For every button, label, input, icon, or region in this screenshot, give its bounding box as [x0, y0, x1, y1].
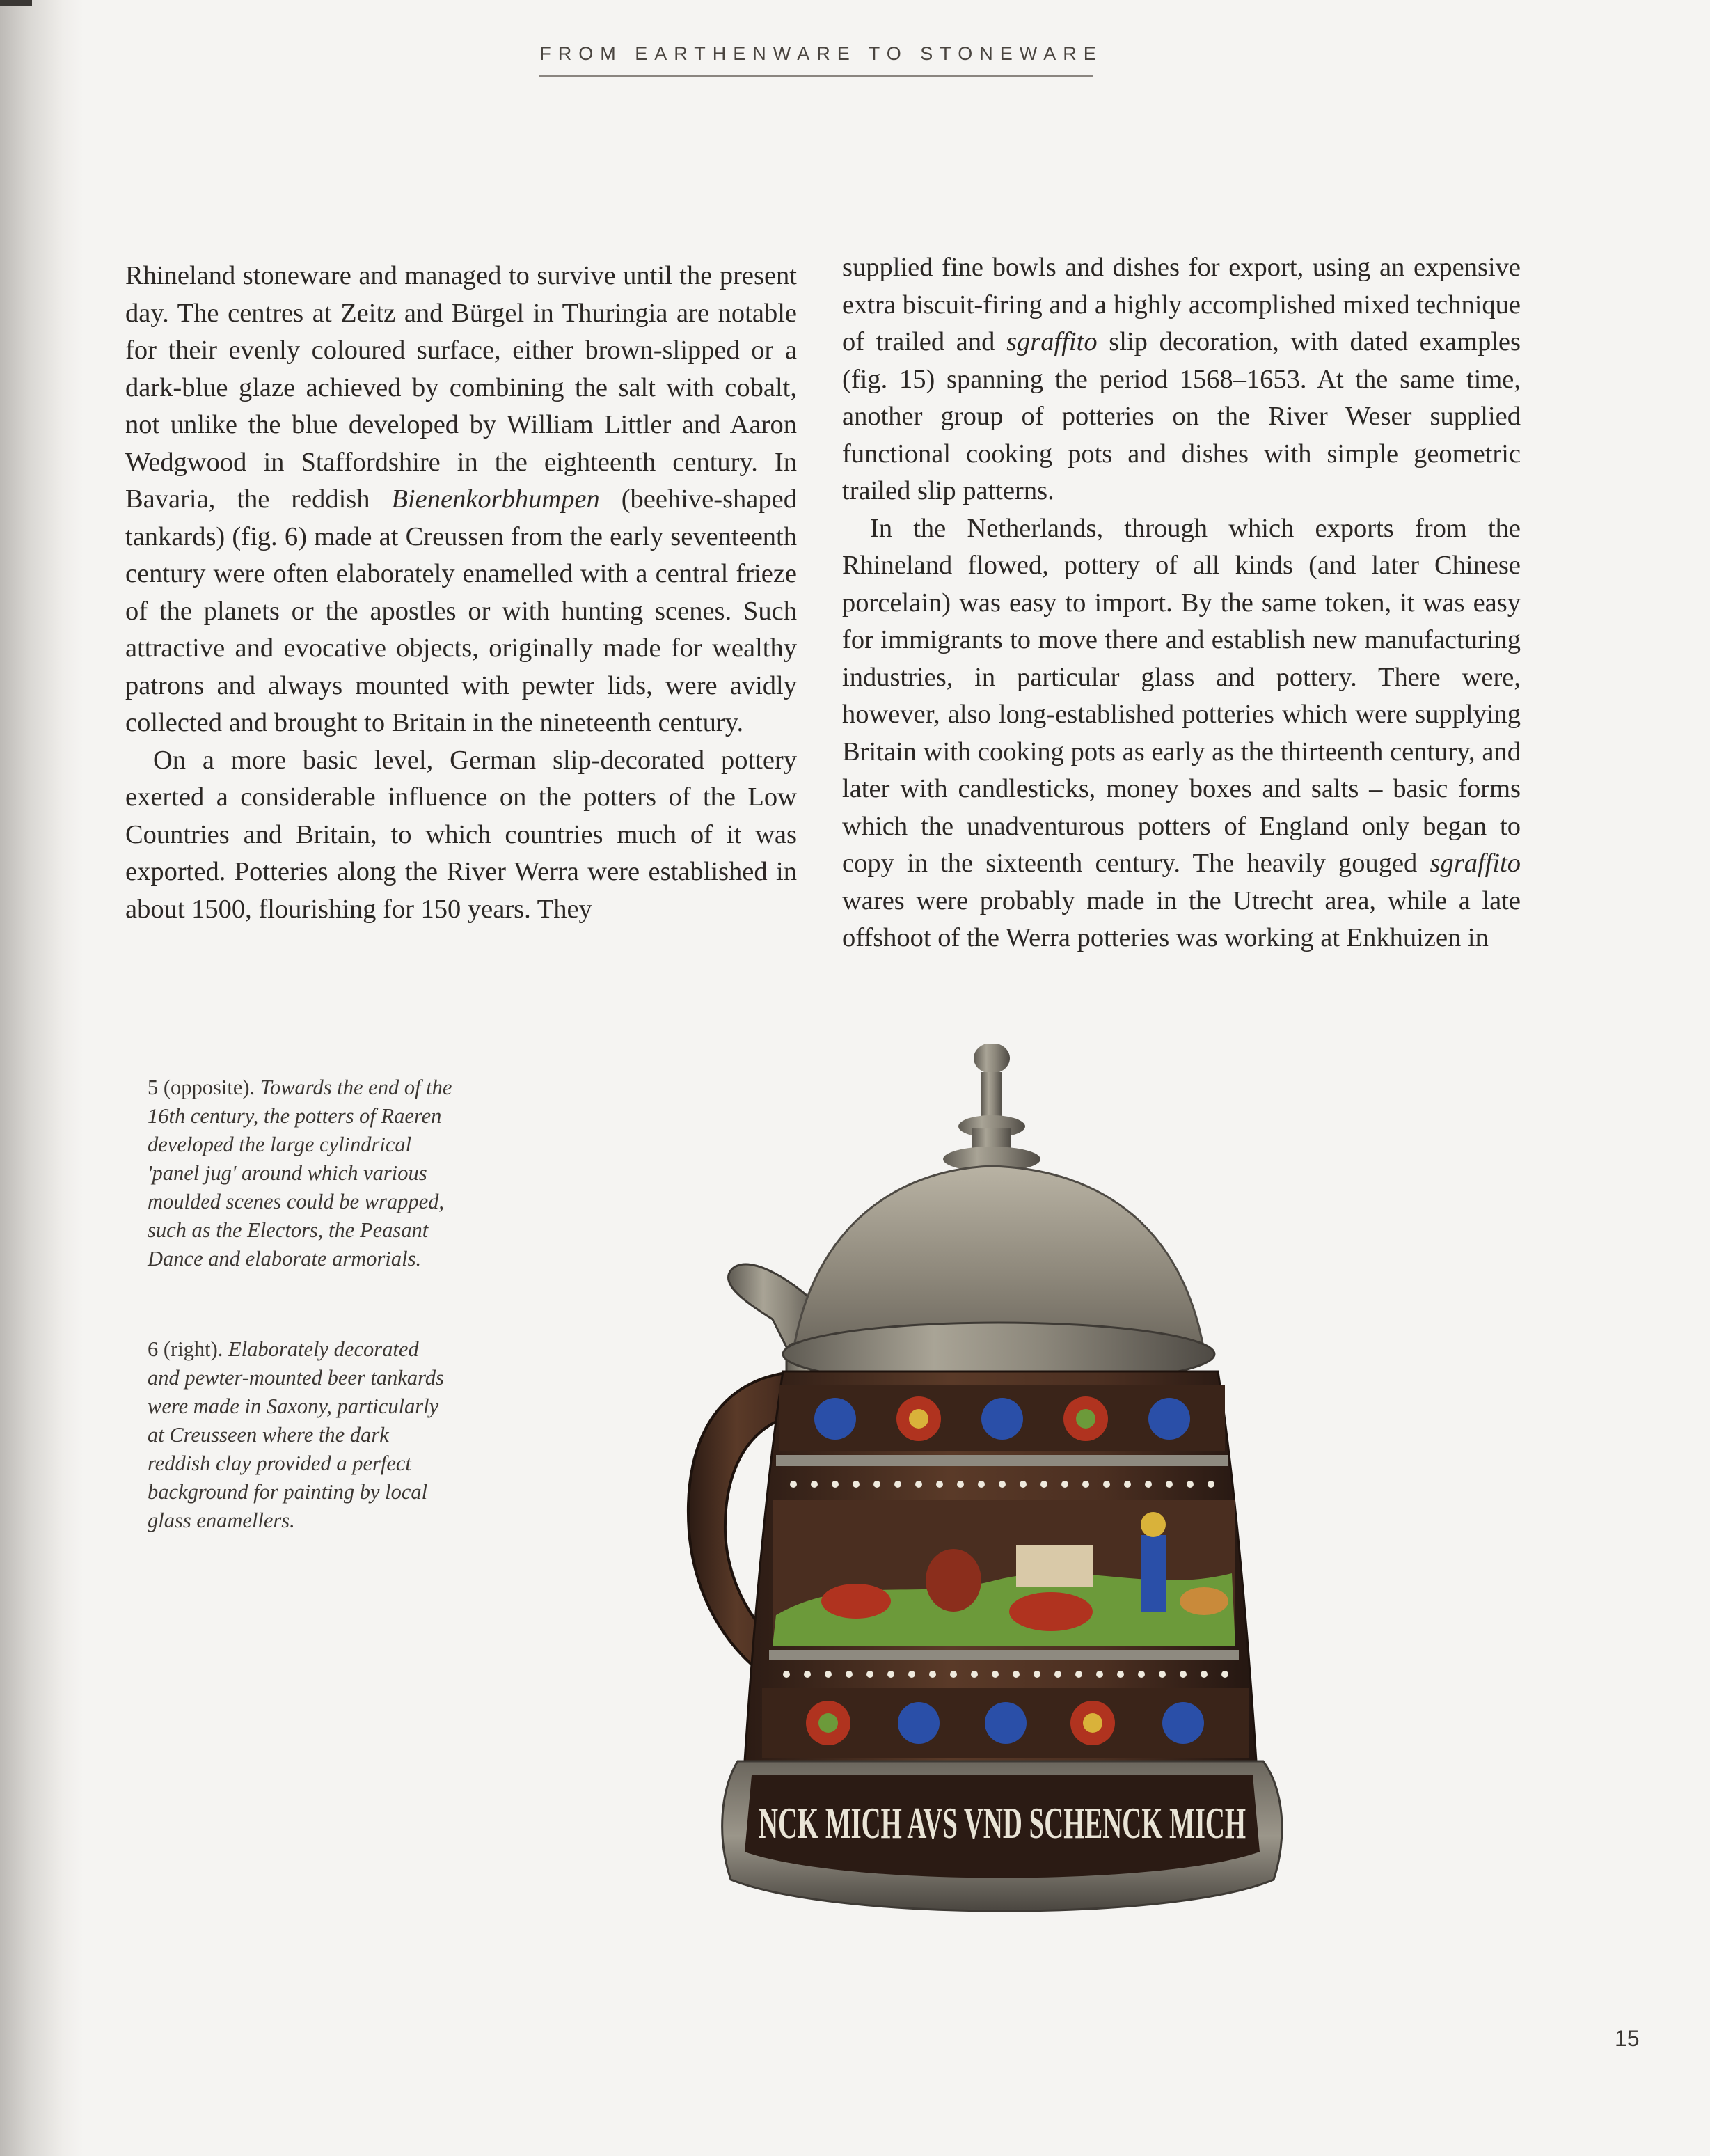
right-paragraph-2: In the Netherlands, through which exports from the Rhineland flowed, pottery of all kinds (and later Chinese porcelain) was easy to import. By the same token, it was easy for immigrants to move there and establish new manufacturing industries, in particular glass and pottery. There were, however, also long-established potteries which were supplying Britain with cooking pots as early as the thirteenth century, and later with candlesticks, money boxes and salts – basic forms which the unadventurous potters of England only began to copy in the sixteenth century. The heavily gouged sgraffito wares were probably made in the Utrecht area, while a late offshoot of the Werra potteries was working at Enkhuizen in: [842, 513, 1521, 952]
tankard-inscription: NCK MICH AVS VND SCHENCK MICH: [759, 1798, 1246, 1848]
lid-finial-knob: [974, 1044, 1010, 1073]
scan-corner-mark: [0, 0, 32, 6]
book-spine-shadow: [0, 0, 84, 2156]
left-paragraph-1: Rhineland stoneware and managed to survive until the present day. The centres at Zeitz and Bürgel in Thuringia are notable for their evenly coloured surface, either brown-slipped or a dark-blue glaze achieved by combining the salt with cobalt, not unlike the blue developed by William Littler and Aaron Wedgwood in Staffordshire in the eighteenth century. In Bavaria, the reddish Bienenkorbhumpen (beehive-shaped tankards) (fig. 6) made at Creussen from the early seventeenth century were often elaborately enamelled with a central frieze of the planets or the apostles or with hunting scenes. Such attractive and evocative objects, originally made for wealthy patrons and always mounted with pewter lids, were avidly collected and brought to Britain in the nineteenth century.: [125, 261, 797, 737]
page-number: 15: [1615, 2026, 1640, 2051]
running-head: FROM EARTHENWARE TO STONEWARE: [539, 43, 1103, 64]
tankard-photograph: [605, 1044, 1531, 1977]
right-paragraph-1: supplied fine bowls and dishes for export, using an expensive extra biscuit-firing and a highly accomplished mixed technique of trailed and sgraffito slip decoration, with dated examples (fig. 15) spanning the period 1568–1653. At the same time, another group of potteries on the River Weser supplied functional cooking pots and dishes with simple geometric trailed slip patterns.: [842, 253, 1521, 505]
left-text-column: [125, 258, 797, 928]
upper-dot-row: [790, 1481, 1214, 1488]
running-head-rule: [539, 75, 1093, 77]
left-paragraph-2: On a more basic level, German slip-decorated pottery exerted a considerable influence on the potters of the Low Countries and Britain, to which countries much of it was exported. Potteries along the River Werra were established in about 1500, flourishing for 150 years. They: [125, 745, 797, 924]
figure-6-caption: 6 (right). Elaborately decorated and pewter-mounted beer tankards were made in Saxony, particularly at Creusseen where the dark reddish clay provided a perfect background for painting by local glass enamellers.: [148, 1337, 445, 1532]
figure-5-caption: 5 (opposite). Towards the end of the 16th century, the potters of Raeren developed the large cylindrical 'panel jug' around which various moulded scenes could be wrapped, such as the Electors, the Peasant Dance and elaborate armorials.: [148, 1076, 452, 1270]
right-text-column: [842, 249, 1521, 957]
